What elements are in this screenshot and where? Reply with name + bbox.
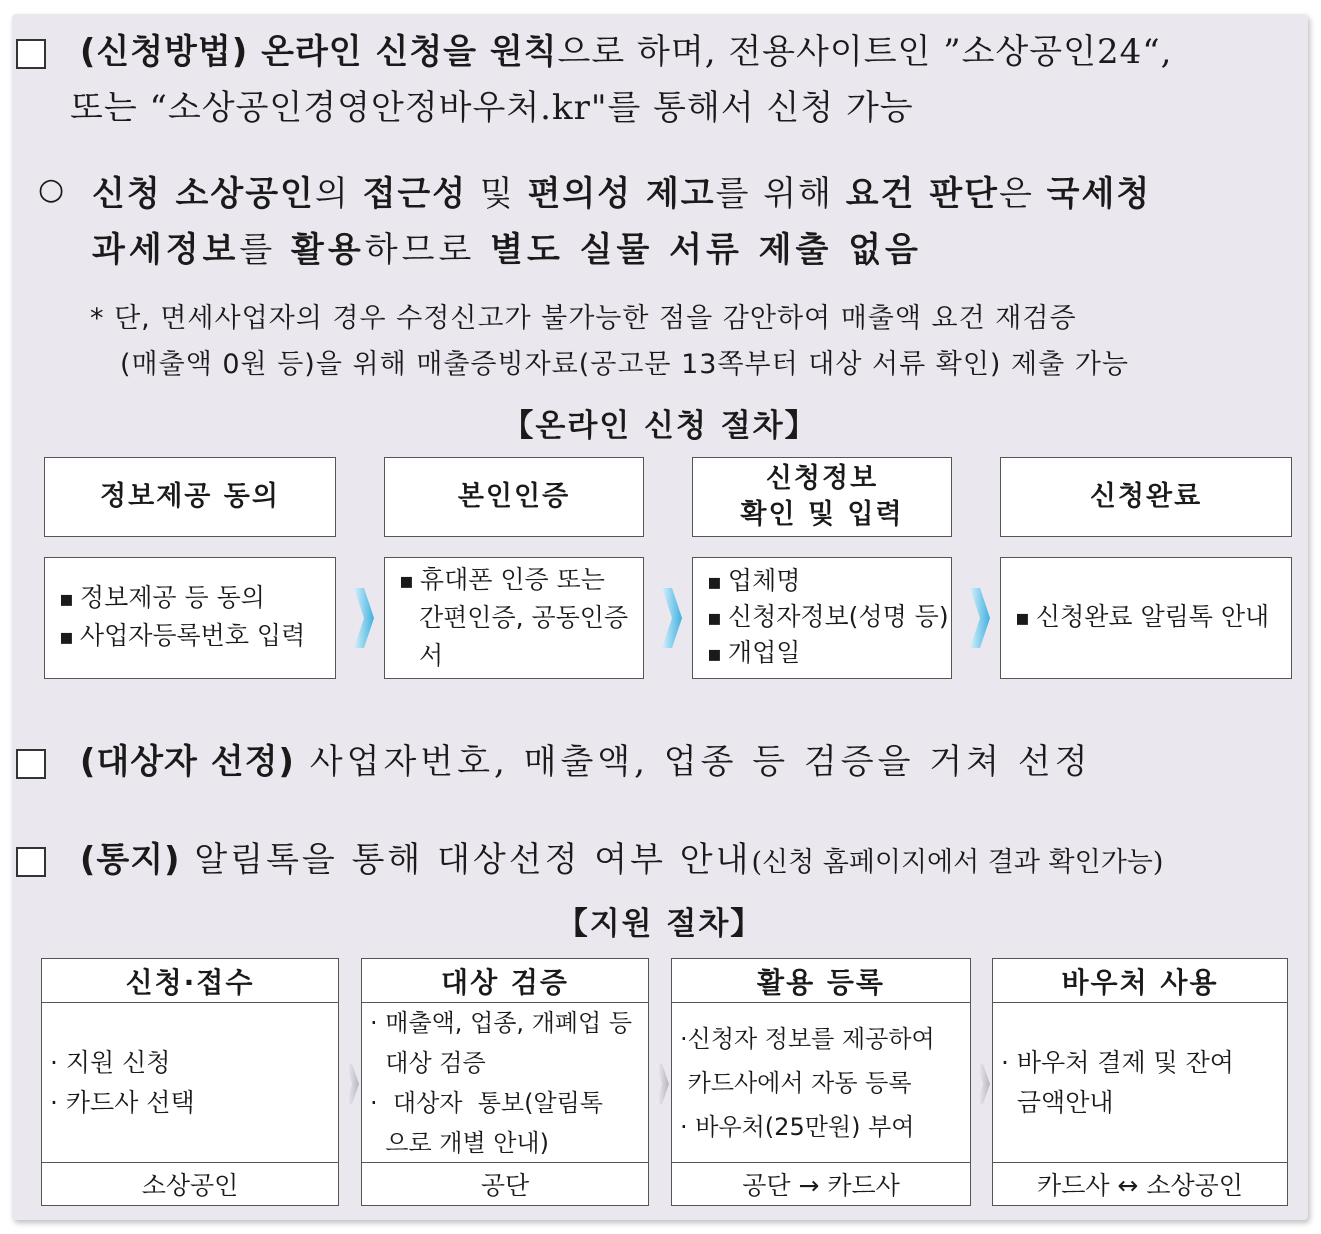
chevron-right-icon (976, 1064, 990, 1104)
step-header-complete: 신청완료 (1000, 457, 1292, 537)
checkbox-square-icon (16, 847, 46, 877)
step-header-auth: 본인인증 (384, 457, 644, 537)
step-detail-complete (1000, 557, 1292, 679)
step-detail-info (692, 557, 952, 679)
list-item: ▪ 신청자정보(성명 등) (707, 600, 949, 636)
bullet-circle-icon: ○ (38, 172, 65, 207)
section-method (16, 24, 1172, 73)
checkbox-square-icon (16, 749, 46, 779)
chevron-right-icon (660, 588, 682, 648)
access-line1: 신청 소상공인의 접근성 및 편의성 제고를 위해 요건 판단은 국세청 (92, 174, 1152, 214)
online-process-title: 【온라인 신청 절차】 (502, 408, 818, 444)
method-bold: (신청방법) 온라인 신청을 원칙 (79, 32, 558, 72)
chevron-right-icon (345, 1064, 359, 1104)
note-line2: (매출액 0원 등)을 위해 매출증빙자료(공고문 13쪽부터 대상 서류 확인) 제출 가능 (120, 349, 1129, 380)
document-page (12, 14, 1308, 1220)
list-item: ▪ 업체명 (707, 564, 949, 600)
section-selection: (대상자 선정) 사업자번호, 매출액, 업종 등 검증을 거쳐 선정 (16, 734, 1091, 783)
checkbox-square-icon (16, 39, 46, 69)
note-line1: * 단, 면세사업자의 경우 수정신고가 불가능한 점을 감안하여 매출액 요건 재검증 (90, 303, 1077, 334)
method-normal: 으로 하며, 전용사이트인 ”소상공인24“, (557, 32, 1173, 72)
list-item: ▪ 사업자등록번호 입력 (59, 618, 305, 656)
step-detail-consent (44, 557, 336, 679)
chevron-right-icon (352, 588, 374, 648)
section-notice: (통지) 알림톡을 통해 대상선정 여부 안내(신청 홈페이지에서 결과 확인가능) (16, 832, 1163, 881)
step-detail-auth (384, 557, 644, 679)
list-item: ▪ 휴대폰 인증 또는 (399, 562, 643, 600)
chevron-right-icon (968, 588, 990, 648)
list-item: ▪ 신청완료 알림톡 안내 (1015, 599, 1269, 637)
method-line2: 또는 “소상공인경영안정바우처.kr"를 통해서 신청 가능 (70, 88, 914, 128)
list-item: 간편인증, 공동인증서 (419, 603, 629, 670)
step-header-info: 신청정보 확인 및 입력 (692, 457, 952, 537)
chevron-right-icon (655, 1064, 669, 1104)
access-line2: 과세정보를 활용하므로 별도 실물 서류 제출 없음 (92, 230, 922, 270)
list-item: ▪ 정보제공 등 동의 (59, 580, 305, 618)
support-col-apply: 신청·접수 · 지원 신청 · 카드사 선택 소상공인 (41, 958, 339, 1206)
list-item: ▪ 개업일 (707, 636, 949, 672)
support-col-verify: 대상 검증 · 매출액, 업종, 개폐업 등 대상 검증 · 대상자 통보(알림톡 으로 개별 안내) 공단 (361, 958, 649, 1206)
support-process-title: 【지원 절차】 (556, 906, 764, 942)
step-header-consent: 정보제공 동의 (44, 457, 336, 537)
support-col-register: 활용 등록 ·신청자 정보를 제공하여 카드사에서 자동 등록 · 바우처(25만원) 부여 공단 → 카드사 (671, 958, 971, 1206)
support-col-use: 바우처 사용 · 바우처 결제 및 잔여 금액안내 카드사 ↔ 소상공인 (992, 958, 1288, 1206)
